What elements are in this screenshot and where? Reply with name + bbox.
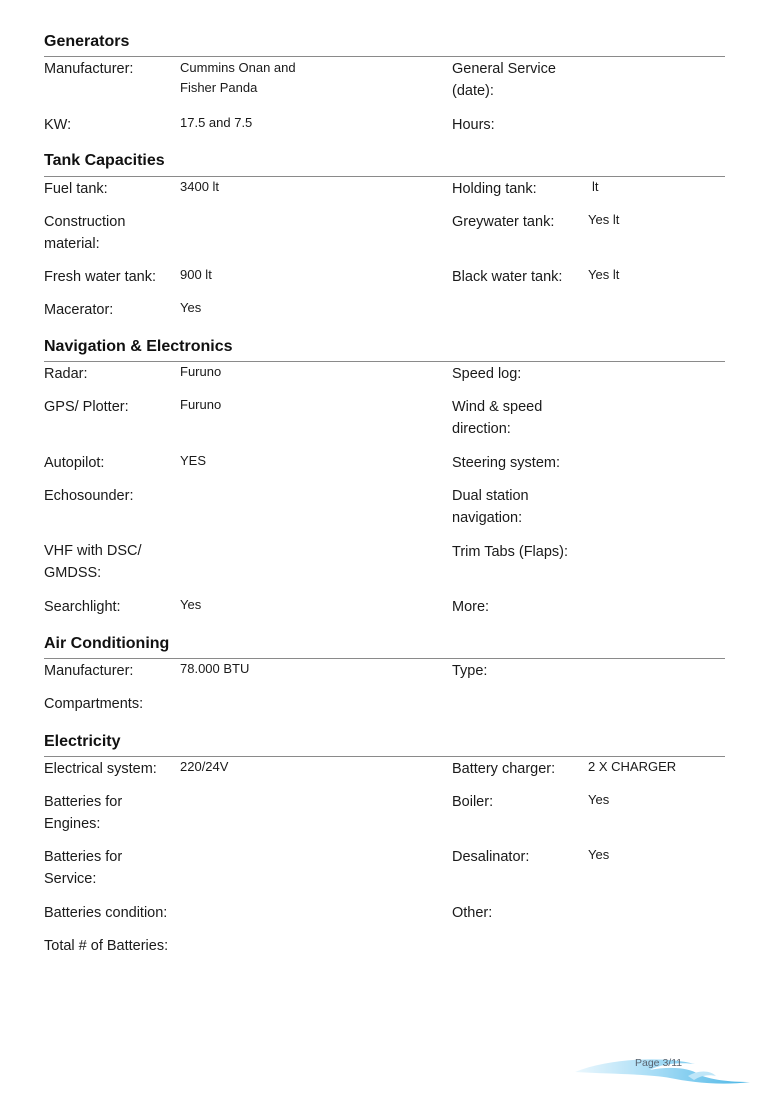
aircon-type-label: Type:: [452, 663, 488, 679]
desalinator-value: Yes: [588, 847, 610, 862]
batteries-condition-label: Batteries condition:: [44, 905, 168, 921]
general-service-label: [452, 58, 587, 102]
fuel-tank-value: 3400 lt: [180, 179, 220, 194]
batteries-engines-label: [44, 791, 174, 835]
black-water-tank-value: Yes lt: [588, 267, 620, 282]
radar-label: Radar:: [44, 366, 88, 382]
other-label: Other:: [452, 905, 493, 921]
holding-tank-value: lt: [592, 179, 599, 194]
vhf-dsc-label: [44, 540, 174, 584]
kw-value: 17.5 and 7.5: [180, 115, 253, 130]
gps-plotter-value: Furuno: [180, 397, 222, 412]
electrical-system-label: Electrical system:: [44, 761, 157, 777]
greywater-tank-label: Greywater tank:: [452, 214, 555, 230]
construction-material-label: [44, 211, 174, 255]
batteries-service-label: [44, 846, 174, 890]
autopilot-label: Autopilot:: [44, 455, 105, 471]
page-number: Page 3/11: [635, 1057, 683, 1069]
electrical-system-value: 220/24V: [180, 759, 229, 774]
generator-manufacturer-value-line2: Fisher Panda: [180, 79, 258, 95]
more-label: More:: [452, 599, 490, 615]
fresh-water-tank-label: Fresh water tank:: [44, 269, 157, 285]
general-service-label-line2: (date):: [452, 83, 494, 99]
macerator-label: Macerator:: [44, 302, 114, 318]
wind-speed-label-line2: direction:: [452, 421, 511, 437]
steering-system-label: Steering system:: [452, 455, 560, 471]
batteries-engines-label-line2: Engines:: [44, 816, 101, 832]
wind-speed-label: [452, 396, 587, 440]
construction-material-label-line2: material:: [44, 236, 100, 252]
boiler-label: Boiler:: [452, 794, 494, 810]
batteries-service-label-line1: Batteries for: [44, 849, 123, 865]
hours-label: Hours:: [452, 117, 495, 133]
generator-manufacturer-label: Manufacturer:: [44, 61, 134, 77]
trim-tabs-label: Trim Tabs (Flaps):: [452, 544, 569, 560]
section-divider: [44, 56, 725, 57]
black-water-tank-label: Black water tank:: [452, 269, 563, 285]
searchlight-label: Searchlight:: [44, 599, 121, 615]
batteries-service-label-line2: Service:: [44, 871, 97, 887]
footer-wave-logo: [570, 1050, 755, 1090]
battery-charger-value: 2 X CHARGER: [588, 759, 677, 774]
construction-material-label-line1: Construction: [44, 214, 126, 230]
section-title-navigation: Navigation & Electronics: [44, 338, 233, 355]
wind-speed-label-line1: Wind & speed: [452, 399, 543, 415]
vhf-dsc-label-line1: VHF with DSC/: [44, 543, 142, 559]
section-title-generators: Generators: [44, 33, 130, 50]
fresh-water-tank-value: 900 lt: [180, 267, 212, 282]
gps-plotter-label: GPS/ Plotter:: [44, 399, 129, 415]
desalinator-label: Desalinator:: [452, 849, 530, 865]
speed-log-label: Speed log:: [452, 366, 522, 382]
aircon-manufacturer-value: 78.000 BTU: [180, 661, 250, 676]
section-title-tanks: Tank Capacities: [44, 152, 165, 169]
batteries-engines-label-line1: Batteries for: [44, 794, 123, 810]
autopilot-value: YES: [180, 453, 207, 468]
section-title-electricity: Electricity: [44, 733, 121, 750]
macerator-value: Yes: [180, 300, 202, 315]
generator-manufacturer-value: [180, 58, 440, 97]
total-batteries-label: Total # of Batteries:: [44, 938, 169, 954]
boiler-value: Yes: [588, 792, 610, 807]
generator-manufacturer-value-line1: Cummins Onan and: [180, 60, 296, 75]
dual-station-label-line2: navigation:: [452, 510, 523, 526]
section-title-aircon: Air Conditioning: [44, 635, 170, 652]
greywater-tank-value: Yes lt: [588, 212, 620, 227]
searchlight-value: Yes: [180, 597, 202, 612]
aircon-manufacturer-label: Manufacturer:: [44, 663, 134, 679]
dual-station-label-line1: Dual station: [452, 488, 529, 504]
battery-charger-label: Battery charger:: [452, 761, 556, 777]
fuel-tank-label: Fuel tank:: [44, 181, 108, 197]
general-service-label-line1: General Service: [452, 61, 556, 77]
kw-label: KW:: [44, 117, 72, 133]
dual-station-label: [452, 485, 587, 529]
radar-value: Furuno: [180, 364, 222, 379]
compartments-label: Compartments:: [44, 696, 144, 712]
echosounder-label: Echosounder:: [44, 488, 134, 504]
vhf-dsc-label-line2: GMDSS:: [44, 565, 102, 581]
holding-tank-label: Holding tank:: [452, 181, 537, 197]
